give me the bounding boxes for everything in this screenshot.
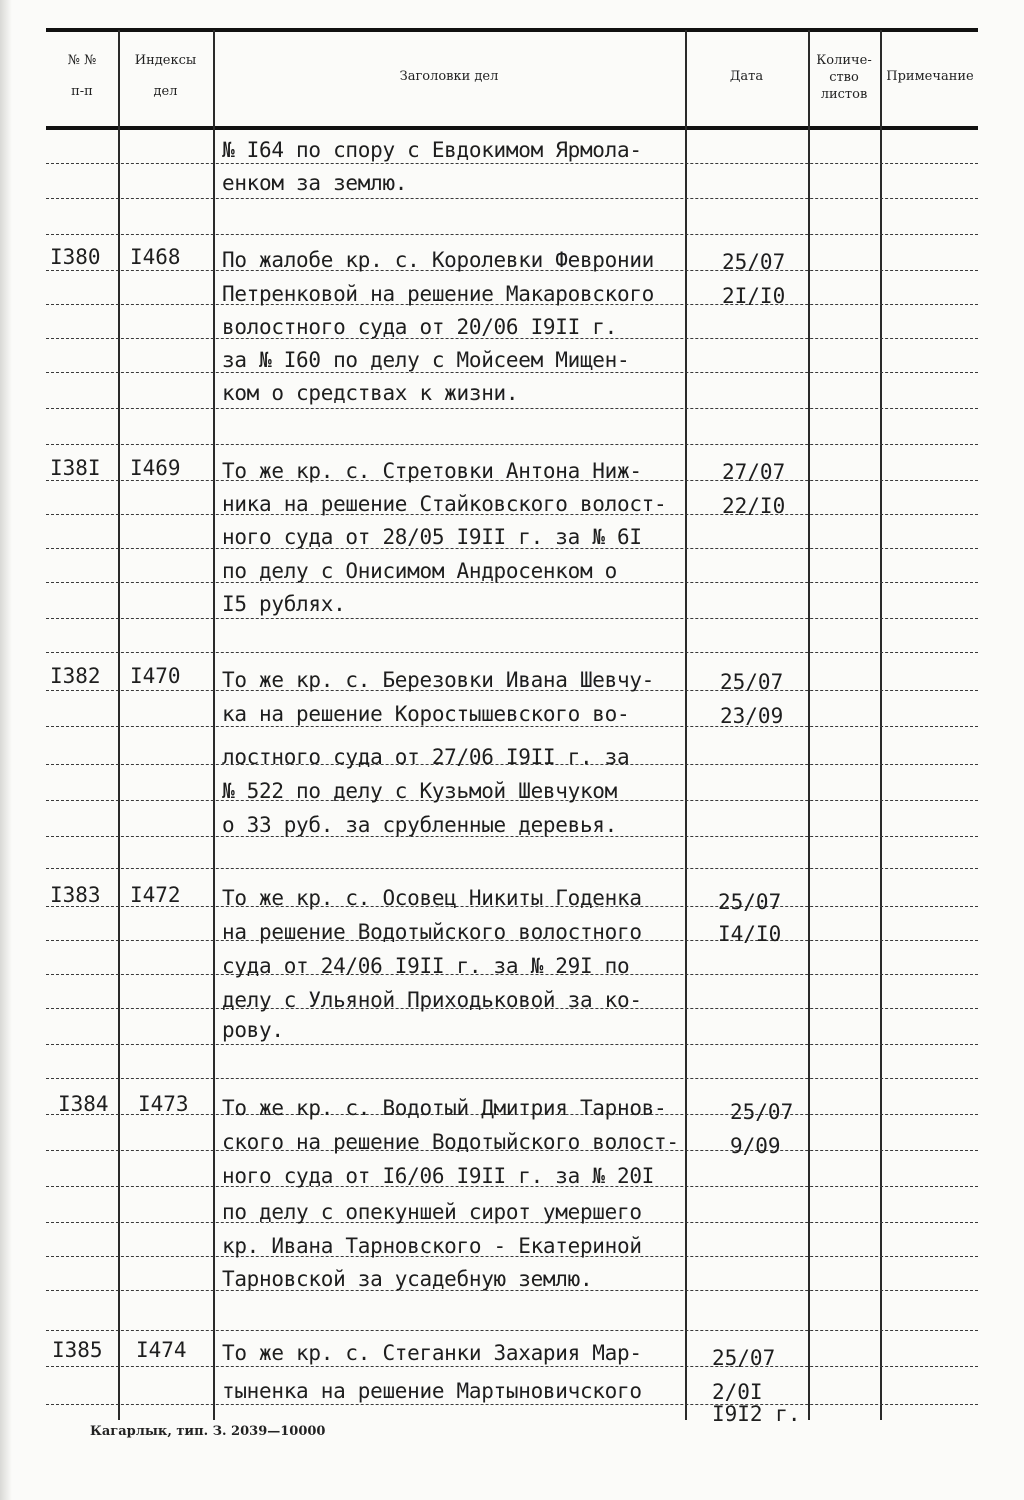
case-title-line: по делу с опекуншей сирот умершего [222, 1200, 642, 1224]
row-number: I382 [50, 664, 101, 688]
ruled-line [46, 198, 978, 199]
case-title-line: лостного суда от 27/06 I9II г. за [222, 745, 630, 769]
header-number-line2: п-п [71, 84, 93, 99]
header-date-text: Дата [729, 69, 764, 84]
case-title-line: делу с Ульяной Приходьковой за ко- [222, 988, 642, 1012]
column-divider-title [685, 30, 687, 1420]
case-title-line: о 33 руб. за срубленные деревья. [222, 813, 617, 837]
case-date: I4/I0 [718, 922, 782, 946]
case-date: 25/07 [718, 890, 782, 914]
header-index-line1: Индексы [134, 53, 197, 68]
row-number: I38I [50, 456, 101, 480]
header-note [880, 68, 980, 85]
header-date [685, 68, 808, 85]
ruled-line [46, 1044, 978, 1045]
header-index [118, 52, 213, 100]
case-title-line: То же кр. с. Водотый Дмитрия Тарнов- [222, 1096, 667, 1120]
ruled-line [46, 1078, 978, 1079]
ruled-line [46, 1330, 978, 1331]
column-divider-index [213, 30, 215, 1420]
row-number: I385 [52, 1338, 103, 1362]
case-title-line: I5 рублях. [222, 592, 346, 616]
case-title-line: По жалобе кр. с. Королевки Февронии [222, 248, 655, 272]
header-bottom-rule [46, 126, 978, 130]
case-title-line: по делу с Онисимом Андросенком о [222, 559, 617, 583]
case-date: 25/07 [730, 1100, 794, 1124]
case-title-line: То же кр. с. Стретовки Антона Ниж- [222, 459, 642, 483]
case-title-line: суда от 24/06 I9II г. за № 29I по [222, 954, 630, 978]
header-titles-text: Заголовки дел [399, 69, 499, 84]
case-title-line: Тарновской за усадебную землю. [222, 1267, 593, 1291]
case-title-line: на решение Водотыйского волостного [222, 920, 642, 944]
printer-imprint: Кагарлык, тип. З. 2039—10000 [90, 1424, 326, 1439]
case-title-line: енком за землю. [222, 171, 408, 195]
case-title-line: рову. [222, 1018, 284, 1042]
case-index: I474 [136, 1338, 187, 1362]
case-title-line: тыненка на решение Мартыновичского [222, 1379, 642, 1403]
column-divider-date [808, 30, 810, 1420]
case-title-line: ного суда от 28/05 I9II г. за № 6I [222, 525, 642, 549]
case-title-line: То же кр. с. Осовец Никиты Годенка [222, 886, 642, 910]
case-index: I470 [130, 664, 181, 688]
row-number: I380 [50, 245, 101, 269]
case-title-line: ка на решение Коростышевского во- [222, 702, 630, 726]
case-title-line: То же кр. с. Березовки Ивана Шевчу- [222, 668, 655, 692]
page-left-edge-shadow [0, 0, 12, 1500]
case-title-line: ком о средствах к жизни. [222, 381, 519, 405]
case-title-line: кр. Ивана Тарновского - Екатериной [222, 1234, 642, 1258]
header-count-line3: листов [820, 87, 868, 102]
ruled-line [46, 234, 978, 235]
header-note-text: Примечание [886, 69, 974, 84]
case-date: 2/0I [712, 1380, 763, 1404]
column-divider-count [880, 30, 882, 1420]
case-date: 22/I0 [722, 494, 786, 518]
case-index: I468 [130, 245, 181, 269]
case-title-line: То же кр. с. Стеганки Захария Мар- [222, 1341, 642, 1365]
case-title-line: Петренковой на решение Макаровского [222, 282, 655, 306]
header-number [46, 52, 118, 100]
ruled-line [46, 868, 978, 869]
case-index: I473 [138, 1092, 189, 1116]
case-index: I469 [130, 456, 181, 480]
case-date: 23/09 [720, 704, 784, 728]
case-title-line: ного суда от I6/06 I9II г. за № 20I [222, 1164, 655, 1188]
case-date: 25/07 [722, 250, 786, 274]
case-title-line: ского на решение Водотыйского волост- [222, 1130, 679, 1154]
case-title-line: № I64 по спору с Евдокимом Ярмола- [222, 138, 642, 162]
ruled-line [46, 444, 978, 445]
case-title-line: волостного суда от 20/06 I9II г. [222, 315, 617, 339]
header-index-line2: дел [153, 84, 178, 99]
case-date: 9/09 [730, 1134, 781, 1158]
case-index: I472 [130, 883, 181, 907]
ruled-line [46, 618, 978, 619]
case-title-line: ника на решение Стайковского волост- [222, 492, 667, 516]
top-rule [46, 28, 978, 32]
header-number-line1: № № [67, 53, 97, 68]
header-count-line1: Количе- [816, 53, 872, 68]
ruled-line [46, 652, 978, 653]
case-date: 2I/I0 [722, 284, 786, 308]
case-title-line: за № I60 по делу с Мойсеем Мищен- [222, 348, 630, 372]
column-divider-number [118, 30, 120, 1420]
case-date: I9I2 г. [712, 1402, 801, 1426]
case-date: 25/07 [720, 670, 784, 694]
row-number: I384 [58, 1092, 109, 1116]
case-title-line: № 522 по делу с Кузьмой Шевчуком [222, 779, 617, 803]
row-number: I383 [50, 883, 101, 907]
header-sheet-count [808, 52, 880, 103]
case-date: 25/07 [712, 1346, 776, 1370]
header-count-line2: ство [829, 70, 859, 85]
header-titles [213, 68, 685, 85]
case-date: 27/07 [722, 460, 786, 484]
